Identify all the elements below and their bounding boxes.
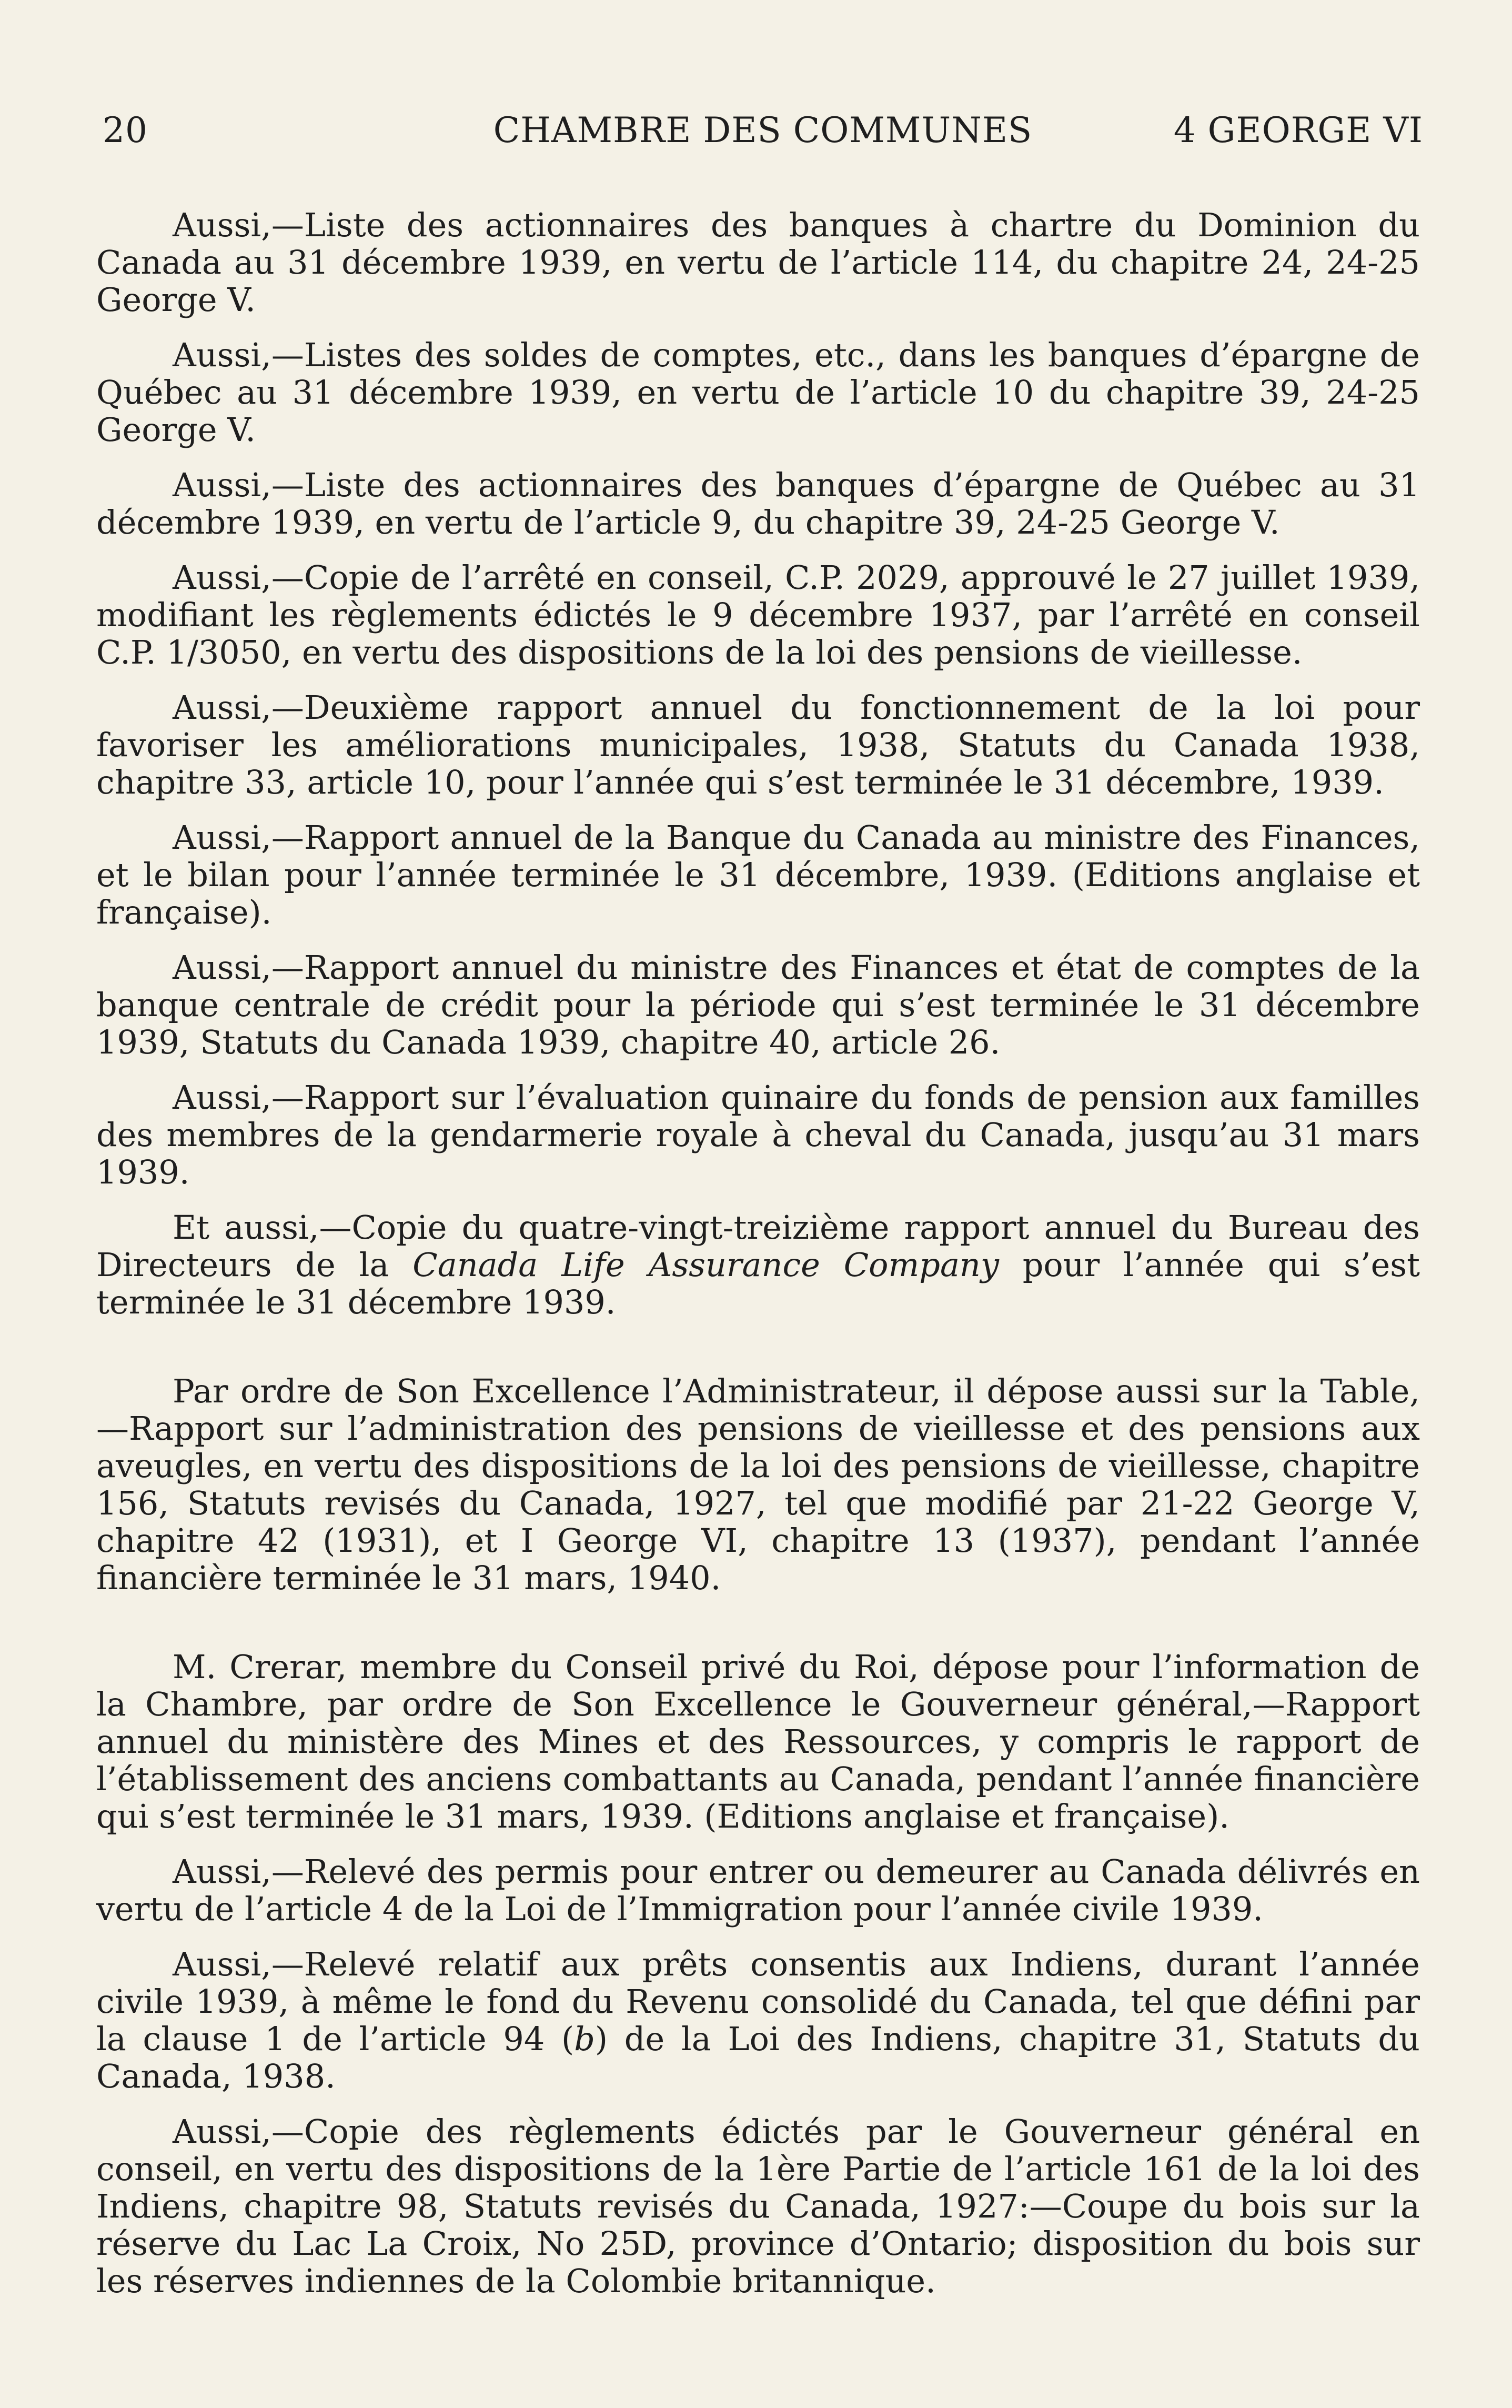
paragraph: Aussi,—Copie des règlements édictés par le Gouverneur général en conseil, en vertu des dispositions de la 1ère Partie de l’article 161 de la loi des Indiens, chapitre 98, Statuts revisés du Canada, 1927:—Coupe du bois sur la réserve du Lac La Croix, No 25D, province d’Ontario; disposition du bois sur les réserves indiennes de la Colombie britannique. (96, 2112, 1420, 2300)
page-number: 20 (103, 110, 148, 150)
running-title: CHAMBRE DES COMMUNES (493, 110, 1033, 150)
regnal-year: 4 GEORGE VI (1173, 110, 1423, 150)
paragraph: Aussi,—Deuxième rapport annuel du fonctionnement de la loi pour favoriser les améliorations municipales, 1938, Statuts du Canada 1938, chapitre 33, article 10, pour l’année qui s’est terminée le 31 décembre, 1939. (96, 688, 1420, 801)
paragraph-indiens (96, 1945, 1420, 2095)
paragraph: Aussi,—Copie de l’arrêté en conseil, C.P. 2029, approuvé le 27 juillet 1939, modifiant les règlements édictés le 9 décembre 1937, par l’arrêté en conseil C.P. 1/3050, en vertu des dispositions de la loi des pensions de vieillesse. (96, 558, 1420, 671)
paragraph-text: Et aussi,—Copie du quatre-vingt-treizième rapport annuel du Bureau des Directeurs de la (96, 1208, 1420, 1284)
company-name: Canada Life Assurance Company (412, 1246, 999, 1284)
paragraph: Aussi,—Rapport sur l’évaluation quinaire du fonds de pension aux familles des membres de la gendarmerie royale à cheval du Canada, jusqu’au 31 mars 1939. (96, 1078, 1420, 1191)
clause-letter: b (574, 2020, 595, 2058)
page-header (103, 109, 1423, 152)
paragraph: Aussi,—Relevé des permis pour entrer ou demeurer au Canada délivrés en vertu de l’article 4 de la Loi de l’Immigration pour l’année civile 1939. (96, 1852, 1420, 1928)
paragraph: Aussi,—Liste des actionnaires des banques d’épargne de Québec au 31 décembre 1939, en vertu de l’article 9, du chapitre 39, 24-25 George V. (96, 466, 1420, 541)
paragraph: Aussi,—Listes des soldes de comptes, etc., dans les banques d’épargne de Québec au 31 décembre 1939, en vertu de l’article 10 du chapitre 39, 24-25 George V. (96, 336, 1420, 449)
paragraph: Aussi,—Liste des actionnaires des banques à chartre du Dominion du Canada au 31 décembre 1939, en vertu de l’article 114, du chapitre 24, 24-25 George V. (96, 206, 1420, 319)
paragraph-administrateur: Par ordre de Son Excellence l’Administrateur, il dépose aussi sur la Table,—Rapport sur l’administration des pensions de vieillesse et des pensions aux aveugles, en vertu des dispositions de la loi des pensions de vieillesse, chapitre 156, Statuts revisés du Canada, 1927, tel que modifié par 21-22 George V, chapitre 42 (1931), et I George VI, chapitre 13 (1937), pendant l’année financière terminée le 31 mars, 1940. (96, 1372, 1420, 1597)
paragraph-text: Aussi,—Relevé relatif aux prêts consentis aux Indiens, durant l’année civile 1939, à même le fond du Revenu consolidé du Canada, tel que défini par la clause 1 de l’article 94 ( (96, 1945, 1420, 2058)
paragraph-text: ) de la Loi des Indiens, chapitre 31, Statuts du Canada, 1938. (96, 2020, 1420, 2095)
paragraph-canada-life (96, 1209, 1420, 1321)
paragraph-crerar: M. Crerar, membre du Conseil privé du Roi, dépose pour l’information de la Chambre, par ordre de Son Excellence le Gouverneur général,—Rapport annuel du ministère des Mines et des Ressources, y compris le rapport de l’établissement des anciens combattants au Canada, pendant l’année financière qui s’est terminée le 31 mars, 1939. (Editions anglaise et française). (96, 1648, 1420, 1835)
paragraph-text: pour l’année qui s’est terminée le 31 décembre 1939. (96, 1246, 1420, 1321)
paragraph: Aussi,—Rapport annuel de la Banque du Canada au ministre des Finances, et le bilan pour l’année terminée le 31 décembre, 1939. (Editions anglaise et française). (96, 818, 1420, 931)
page-body (96, 206, 1420, 2317)
paragraph: Aussi,—Rapport annuel du ministre des Finances et état de comptes de la banque centrale de crédit pour la période qui s’est terminée le 31 décembre 1939, Statuts du Canada 1939, chapitre 40, article 26. (96, 948, 1420, 1061)
